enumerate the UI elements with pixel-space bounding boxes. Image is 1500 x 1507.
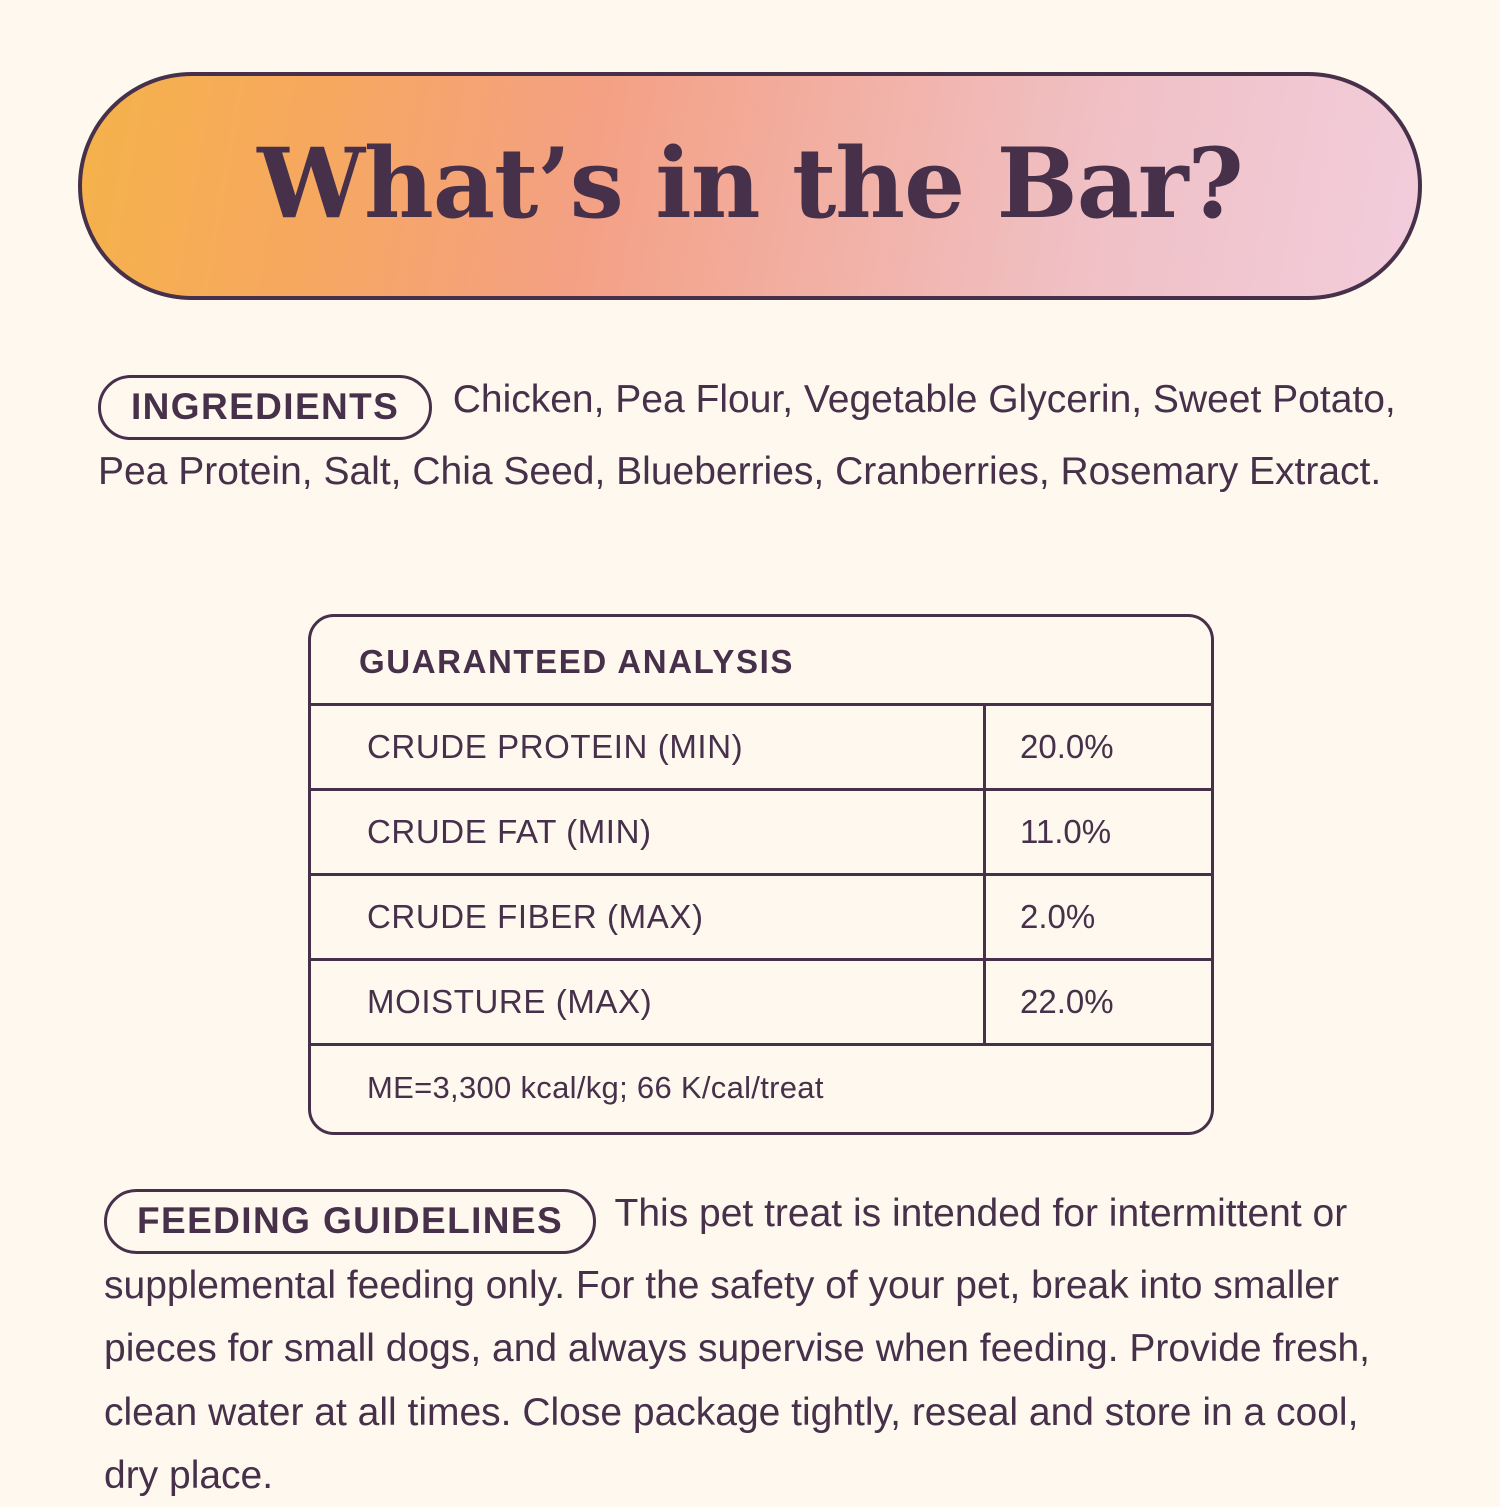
table-cell-value: 20.0% [983,706,1211,788]
table-cell-value: 11.0% [983,791,1211,873]
table-cell-value: 22.0% [983,961,1211,1043]
guaranteed-analysis-table [308,614,1214,1135]
header-banner [78,72,1422,300]
feeding-guidelines-text: This pet treat is intended for intermittent or supplemental feeding only. For the safety of your pet, break into smaller pieces for small dogs, and always supervise when feeding. Provide fresh, clean water at all times. Close package tightly, reseal and store in a cool, dry place. [104,1192,1370,1497]
table-cell-label: CRUDE FAT (MIN) [367,813,652,850]
guaranteed-analysis-heading: GUARANTEED ANALYSIS [359,643,795,680]
feeding-guidelines-section [104,1182,1416,1507]
page-title: What’s in the Bar? [257,127,1243,240]
table-row [311,788,1211,873]
table-cell-label: CRUDE FIBER (MAX) [367,898,704,935]
ingredients-pill-label: INGREDIENTS [98,375,432,440]
feeding-guidelines-pill-label: FEEDING GUIDELINES [104,1189,596,1254]
calorie-content-note: ME=3,300 kcal/kg; 66 K/cal/treat [311,1043,1211,1132]
table-row [311,873,1211,958]
table-cell-label: MOISTURE (MAX) [367,983,653,1020]
table-row [311,958,1211,1043]
ingredients-text: Chicken, Pea Flour, Vegetable Glycerin, Sweet Potato, Pea Protein, Salt, Chia Seed, Blueberries, Cranberries, Rosemary Extract. [98,378,1396,494]
table-cell-label: CRUDE PROTEIN (MIN) [367,728,744,765]
table-cell-value: 2.0% [983,876,1211,958]
table-row [311,703,1211,788]
ingredients-section [98,368,1418,503]
